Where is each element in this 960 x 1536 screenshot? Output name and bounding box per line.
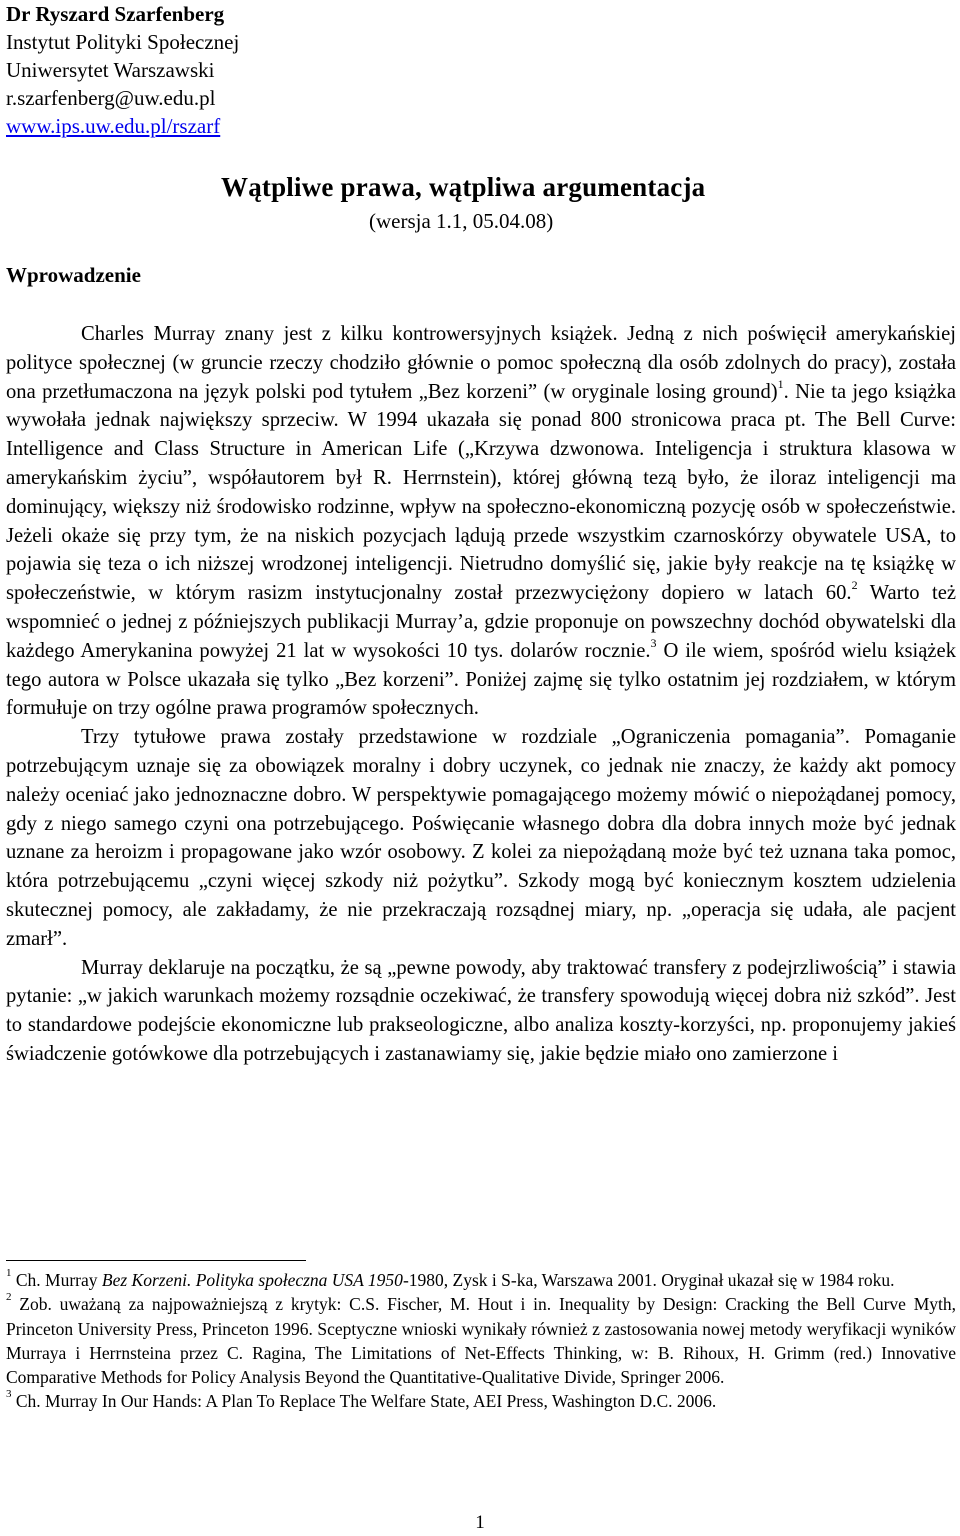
footnote-ref-1: 1 (777, 376, 784, 391)
document-version: (wersja 1.1, 05.04.08) (369, 209, 554, 233)
footnote-2: $^2$ Zob. uważaną za najpoważniejszą z krytyk: C.S. Fischer, M. Hout i in. Inequality by Design: Cracking the Bell Curve Myth, Princeton University Press, Princeton 1996. Sceptyczne wnioski wynikały również z zastosowania nowej metody weryfikacji wyników Murraya i Herrnsteina przez C. Ragina, The Limitations of Net-Effects Thinking, w: B. Rihoux, H. Grimm (red.) Innovative Comparative Methods for Policy Analysis Beyond the Quantitative-Qualitative Divide, Springer 2006. (6, 1291, 956, 1388)
document-title: Wątpliwe prawa, wątpliwa argumentacja (221, 172, 706, 202)
paragraph-1: Charles Murray znany jest z kilku kontrowersyjnych książek. Jedną z nich poświęcił amerykańskiej polityce społecznej (w gruncie rzeczy chodziło głównie o pomoc społeczną dla osób zdolnych do pracy), została ona przetłumaczona na język polski pod tytułem „Bez korzeni” (w oryginale losing ground)$^1$. Nie ta jego książka wywołała jednak największy sprzeciw. W 1994 ukazała się ponad 800 stronicowa praca pt. The Bell Curve: Intelligence and Class Structure in American Life („Krzywa dzwonowa. Inteligencja i struktura klasowa w amerykańskim życiu”, współautorem był R. Herrnstein), której główną tezą było, że iloraz inteligencji ma dominujący, większy niż środowisko rodzinne, wpływ na społeczno-ekonomiczną pozycję osób w społeczeństwie. Jeżeli okaże się przy tym, że na niskich pozycjach lądują przede wszystkim czarnoskórzy obywatele USA, to pojawia się teza o ich niższej wrodzonej inteligencji. Nietrudno domyślić się, jakie były reakcje na tę książkę w społeczeństwie, w którym rasizm instytucjonalny został przezwyciężony dopiero w latach 60.$^2$ Warto też wspomnieć o jednej z późniejszych publikacji Murray’a, gdzie proponuje on powszechny dochód obywatelski dla każdego Amerykanina powyżej 21 lat w wysokości 10 tys. dolarów rocznie.$^3$ O ile wiem, spośród wielu książek tego autora w Polsce ukazała się tylko „Bez korzeni”. Poniżej zajmę się tylko ostatnim jej rozdziałem, w którym formułuje on trzy ogólne prawa programów społecznych. (6, 323, 957, 720)
footnote-3: $^3$ Ch. Murray In Our Hands: A Plan To Replace The Welfare State, AEI Press, Washington D.C. 2006. (6, 1388, 717, 1412)
footnotes (6, 1268, 956, 1414)
section-heading: Wprowadzenie (6, 263, 141, 287)
author-website-link[interactable]: www.ips.uw.edu.pl/rszarf (6, 114, 221, 138)
author-institute: Instytut Polityki Społecznej (6, 30, 240, 54)
author-university: Uniwersytet Warszawski (6, 58, 215, 82)
body-text (6, 320, 956, 1069)
paragraph-2: Trzy tytułowe prawa zostały przedstawione w rozdziale „Ograniczenia pomagania”. Pomaganie potrzebującym uznaje się za obowiązek moralny i dobry uczynek, co jednak nie znaczy, że każdy akt pomocy należy oceniać jako jednoznaczne dobro. W perspektywie pomagającego możemy mówić o niepożądanej pomocy, gdy z niego samego czyni ona potrzebującego. Poświęcanie własnego dobra dla dobra innych może być jednak uznane za heroizm i propagowane jako wzór osobowy. Z kolei za niepożądaną może być też uznana taka pomoc, która potrzebującemu „czyni więcej szkody niż pożytku”. Szkody mogą być koniecznym kosztem udzielenia skutecznej pomocy, ale zakładamy, że nie przekraczają rozsądnej miary, np. „operacja się udała, ale pacjent zmarł”. (6, 726, 956, 950)
footnote-separator (6, 1260, 306, 1261)
author-header (6, 0, 239, 140)
author-email: r.szarfenberg@uw.edu.pl (6, 86, 216, 110)
page-number: 1 (475, 1512, 485, 1533)
paragraph-3: Murray deklaruje na początku, że są „pewne powody, aby traktować transfery z podejrzliwością” i stawia pytanie: „w jakich warunkach możemy rozsądnie oczekiwać, że transfery spowodują więcej dobra niż szkód”. Jest to standardowe podejście ekonomiczne lub prakseologiczne, albo analiza koszty-korzyści, np. proponujemy jakieś świadczenie gotówkowe dla potrzebujących i zastanawiamy się, jakie będzie miało ono zamierzone i (6, 956, 956, 1065)
footnote-ref-2: 2 (851, 578, 858, 593)
footnote-ref-3: 3 (650, 635, 657, 650)
author-name: Dr Ryszard Szarfenberg (6, 2, 225, 26)
footnote-1: $^1$ Ch. Murray Bez Korzeni. Polityka społeczna USA 1950-1980, Zysk i S-ka, Warszawa 2001. Oryginał ukazał się w 1984 roku. (6, 1267, 895, 1290)
